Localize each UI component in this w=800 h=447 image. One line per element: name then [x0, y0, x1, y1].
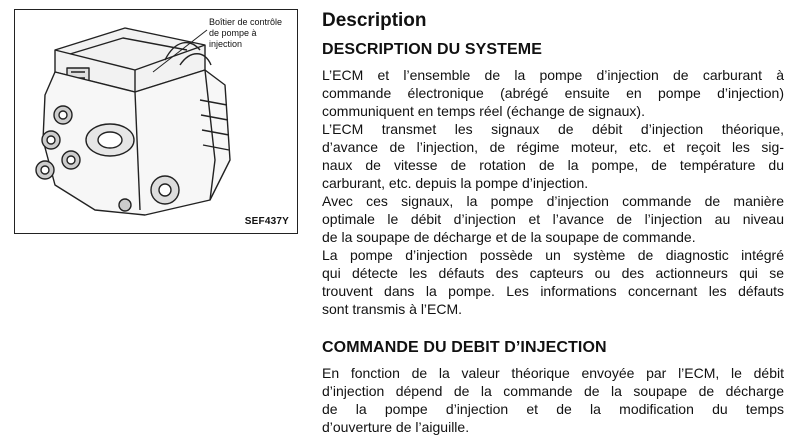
- text-line: naux de vitesse de rotation de la pompe, de température du: [322, 157, 784, 173]
- figure-code: SEF437Y: [244, 216, 289, 227]
- callout-line: Boîtier de contrôle: [209, 17, 283, 27]
- text-line: Avec ces signaux, la pompe d’injection commande de manière: [322, 193, 784, 209]
- page-title: Description: [322, 10, 427, 31]
- text-line: d’avance de l’injection, de régime moteur, etc. et reçoit les sig-: [322, 139, 784, 155]
- text-line: L’ECM transmet les signaux de débit d’injection théorique,: [322, 121, 784, 137]
- text-line: La pompe d’injection possède un système de diagnostic intégré: [322, 247, 784, 263]
- section-heading-description: DESCRIPTION DU SYSTEME: [322, 41, 543, 58]
- text-line: de la soupape de décharge et de la soupape de commande.: [322, 229, 696, 245]
- callout-line: injection: [209, 39, 243, 49]
- text-line: optimale le débit d’injection et l’avance de l’injection au niveau: [322, 211, 784, 227]
- text-line: trouvent dans la pompe. Les informations concernant les défauts: [322, 283, 784, 299]
- text-line: commande électronique (abrégé ensuite en pompe d’injection): [322, 85, 784, 101]
- text-line: L’ECM et l’ensemble de la pompe d’injection de carburant à: [322, 67, 784, 83]
- pump-callout-label: [209, 17, 297, 50]
- callout-line: de pompe à: [209, 28, 257, 38]
- text-line: de la pompe d’injection et de la modification du temps: [322, 401, 784, 417]
- text-line: sont transmis à l’ECM.: [322, 301, 463, 317]
- section-heading-injection-control: COMMANDE DU DEBIT D’INJECTION: [322, 339, 607, 356]
- text-line: En fonction de la valeur théorique envoyée par l’ECM, le débit: [322, 365, 784, 381]
- text-line: qui détecte les défauts des capteurs ou des actionneurs qui se: [322, 265, 784, 281]
- section-injection-control-body: [322, 364, 784, 436]
- section-description-body: [322, 66, 784, 318]
- text-line: communiquent en temps réel (échange de signaux).: [322, 103, 645, 119]
- text-line: d’injection dépend de la commande de la soupape de décharge: [322, 383, 784, 399]
- text-line: carburant, etc. depuis la pompe d’injection.: [322, 175, 589, 191]
- pump-figure: [14, 9, 298, 234]
- text-line: d’ouverture de l’aiguille.: [322, 419, 470, 435]
